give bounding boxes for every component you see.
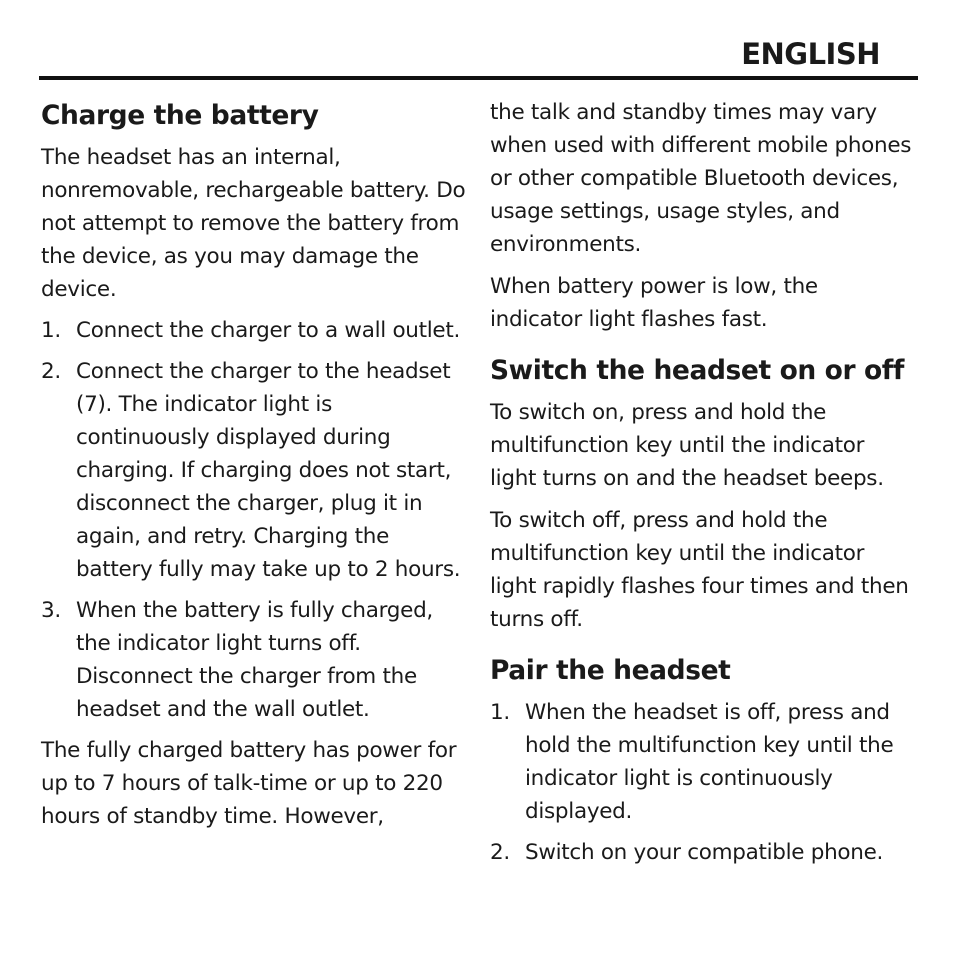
- battery-power-paragraph: The fully charged battery has power for up to 7 hours of talk-time or up to 220 hours of standby time. However,: [41, 738, 457, 829]
- switch-off-paragraph: To switch off, press and hold the multifunction key until the indicator light rapidly flashes four times and then turns off.: [490, 508, 909, 632]
- list-item: [41, 594, 466, 726]
- pair-heading: Pair the headset: [490, 655, 731, 686]
- step-text: Connect the charger to a wall outlet.: [76, 318, 461, 343]
- low-battery-paragraph: When battery power is low, the indicator light flashes fast.: [490, 274, 818, 332]
- list-item: [490, 696, 916, 828]
- step-number: 1.: [490, 700, 510, 725]
- step-number: 2.: [490, 840, 510, 865]
- step-text: Switch on your compatible phone.: [525, 840, 884, 865]
- charge-intro-paragraph: The headset has an internal, nonremovable, rechargeable battery. Do not attempt to remove the battery from the device, as you may damage the device.: [41, 145, 466, 302]
- header-divider: [39, 76, 918, 80]
- charge-battery-heading: Charge the battery: [41, 100, 319, 131]
- list-item: [490, 836, 916, 869]
- switch-on-paragraph: To switch on, press and hold the multifunction key until the indicator light turns on and the headset beeps.: [490, 400, 884, 491]
- language-label: ENGLISH: [741, 37, 880, 71]
- left-column: [41, 96, 466, 833]
- charge-steps-list: [41, 314, 466, 726]
- list-item: [41, 355, 466, 586]
- list-item: [41, 314, 466, 347]
- step-number: 1.: [41, 318, 61, 343]
- step-number: 3.: [41, 598, 61, 623]
- step-number: 2.: [41, 359, 61, 384]
- step-text: When the headset is off, press and hold the multifunction key until the indicator light is continuously displayed.: [525, 700, 894, 824]
- switch-heading: Switch the headset on or off: [490, 355, 905, 386]
- step-text: Connect the charger to the headset (7). The indicator light is continuously displayed during charging. If charging does not start, disconnect the charger, plug it in again, and retry. Charging the battery fully may take up to 2 hours.: [76, 359, 461, 582]
- pair-steps-list: [490, 696, 916, 869]
- right-column: [490, 96, 916, 869]
- step-text: When the battery is fully charged, the indicator light turns off. Disconnect the charger from the headset and the wall outlet.: [76, 598, 433, 722]
- continuation-paragraph: the talk and standby times may vary when used with different mobile phones or other compatible Bluetooth devices, usage settings, usage styles, and environments.: [490, 100, 912, 257]
